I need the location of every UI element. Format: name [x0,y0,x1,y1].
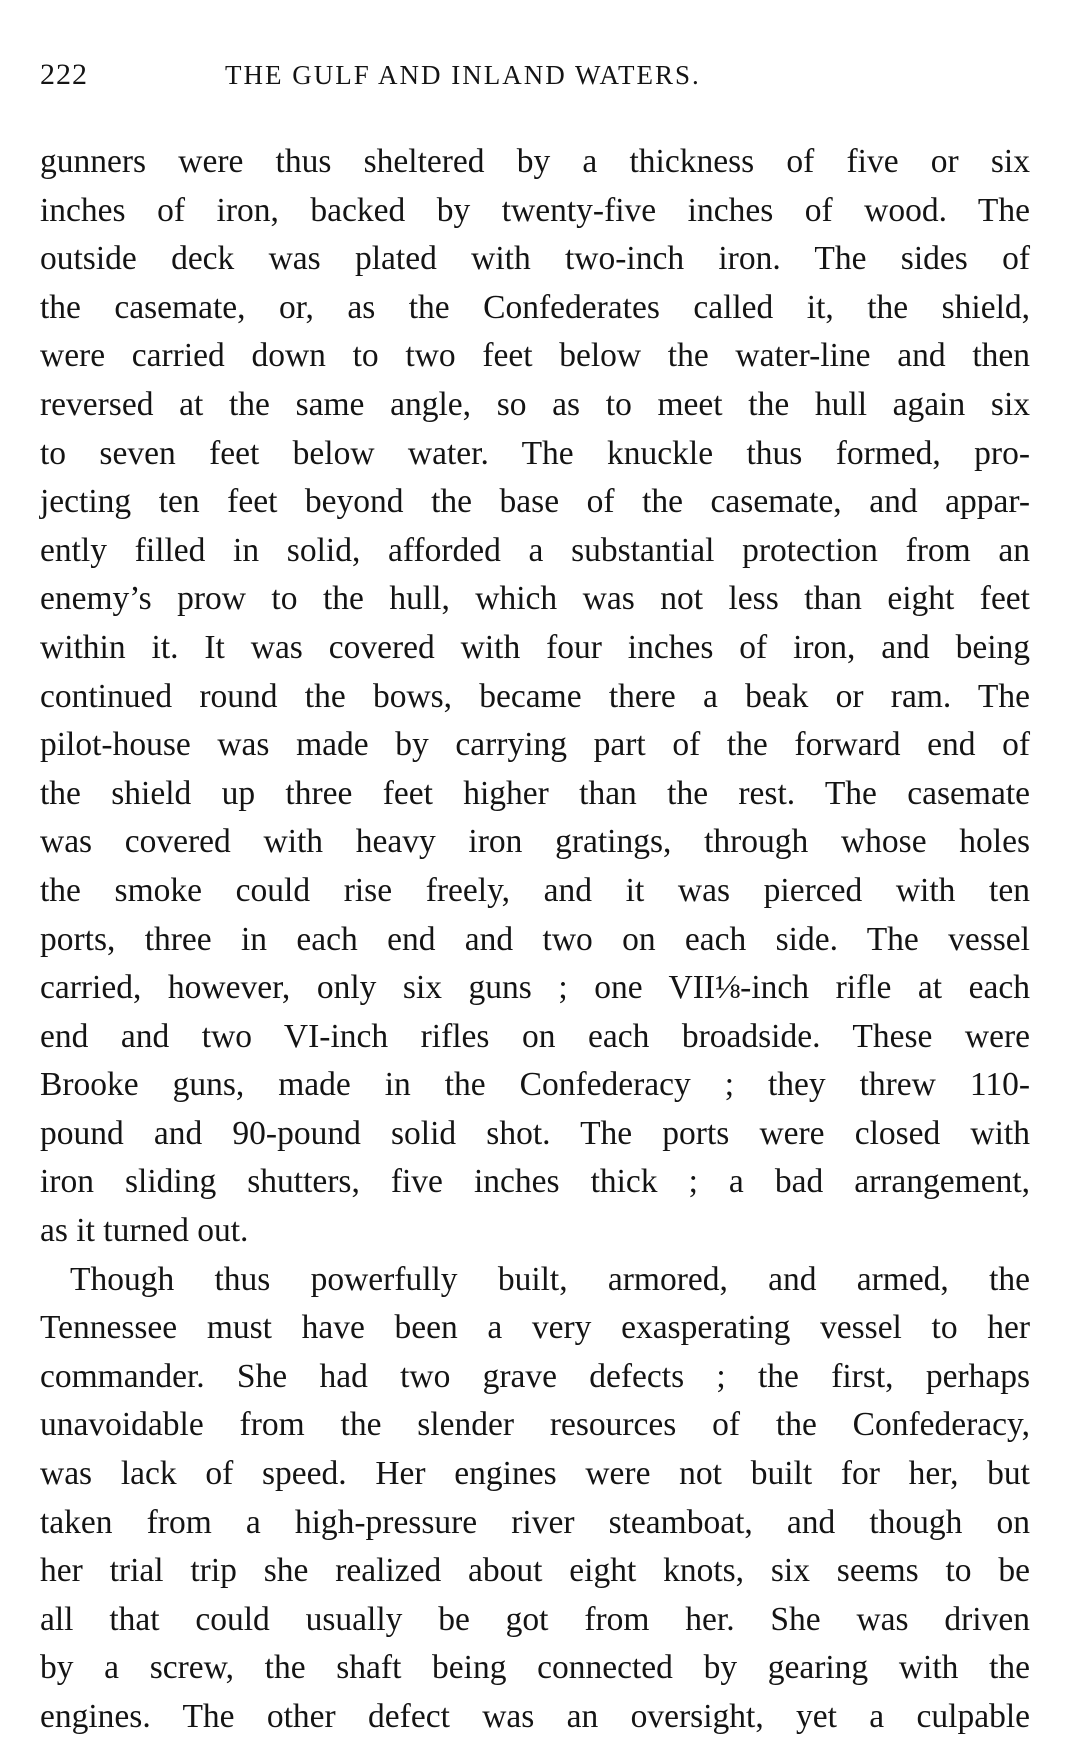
text-line: jecting ten feet beyond the base of the casemate, and appar- [40,483,1030,521]
text-line: pound and 90-pound solid shot. The ports were closed with [40,1114,1030,1152]
text-line: Brooke guns, made in the Confederacy ; they threw 110- [40,1066,1030,1104]
running-head: THE GULF AND INLAND WATERS. [225,60,701,90]
text-line: ently filled in solid, afforded a substantial protection from an [40,531,1030,569]
text-line: end and two VI-inch rifles on each broadside. These were [40,1017,1030,1055]
text-line: outside deck was plated with two-inch iron. The sides of [40,240,1030,278]
text-line: gunners were thus sheltered by a thickness of five or six [40,143,1030,180]
text-line: were carried down to two feet below the water-line and then [40,337,1030,375]
text-line: to seven feet below water. The knuckle thus formed, pro- [40,434,1030,472]
text-line: engines. The other defect was an oversight, yet a culpable [40,1698,1030,1735]
text-line: commander. She had two grave defects ; the first, perhaps [40,1357,1030,1395]
text-line: as it turned out. [40,1212,249,1250]
text-line: pilot-house was made by carrying part of the forward end of [40,726,1030,764]
text-line: was covered with heavy iron gratings, through whose holes [40,823,1030,861]
text-line: her trial trip she realized about eight knots, six seems to be [40,1552,1030,1590]
text-line: reversed at the same angle, so as to meet the hull again six [40,385,1030,423]
body-text [40,138,1030,1742]
text-line: by a screw, the shaft being connected by gearing with the [40,1649,1030,1687]
text-line: within it. It was covered with four inches of iron, and being [40,628,1030,666]
text-line: Tennessee must have been a very exasperating vessel to her [40,1309,1030,1347]
page-number: 222 [40,58,88,91]
text-line: continued round the bows, became there a beak or ram. The [40,677,1030,715]
text-line: the smoke could rise freely, and it was pierced with ten [40,871,1030,909]
text-line: unavoidable from the slender resources of the Confederacy, [40,1406,1030,1444]
text-line: iron sliding shutters, five inches thick ; a bad arrangement, [40,1163,1030,1201]
text-line: the shield up three feet higher than the rest. The casemate [40,774,1030,812]
text-line: all that could usually be got from her. She was driven [40,1600,1030,1638]
paragraph-1 [40,138,1030,1256]
text-line: Though thus powerfully built, armored, and armed, the [70,1260,1030,1298]
text-line: was lack of speed. Her engines were not built for her, but [40,1455,1030,1493]
text-line: the casemate, or, as the Confederates called it, the shield, [40,288,1030,326]
text-line: ports, three in each end and two on each side. The vessel [40,920,1030,958]
text-line: inches of iron, backed by twenty-five inches of wood. The [40,191,1030,229]
paragraph-2 [40,1256,1030,1742]
text-line: taken from a high-pressure river steamboat, and though on [40,1503,1030,1541]
text-line: carried, however, only six guns ; one VII⅛-inch rifle at each [40,969,1030,1007]
page-header [40,58,1030,98]
text-line: enemy’s prow to the hull, which was not less than eight feet [40,580,1030,618]
